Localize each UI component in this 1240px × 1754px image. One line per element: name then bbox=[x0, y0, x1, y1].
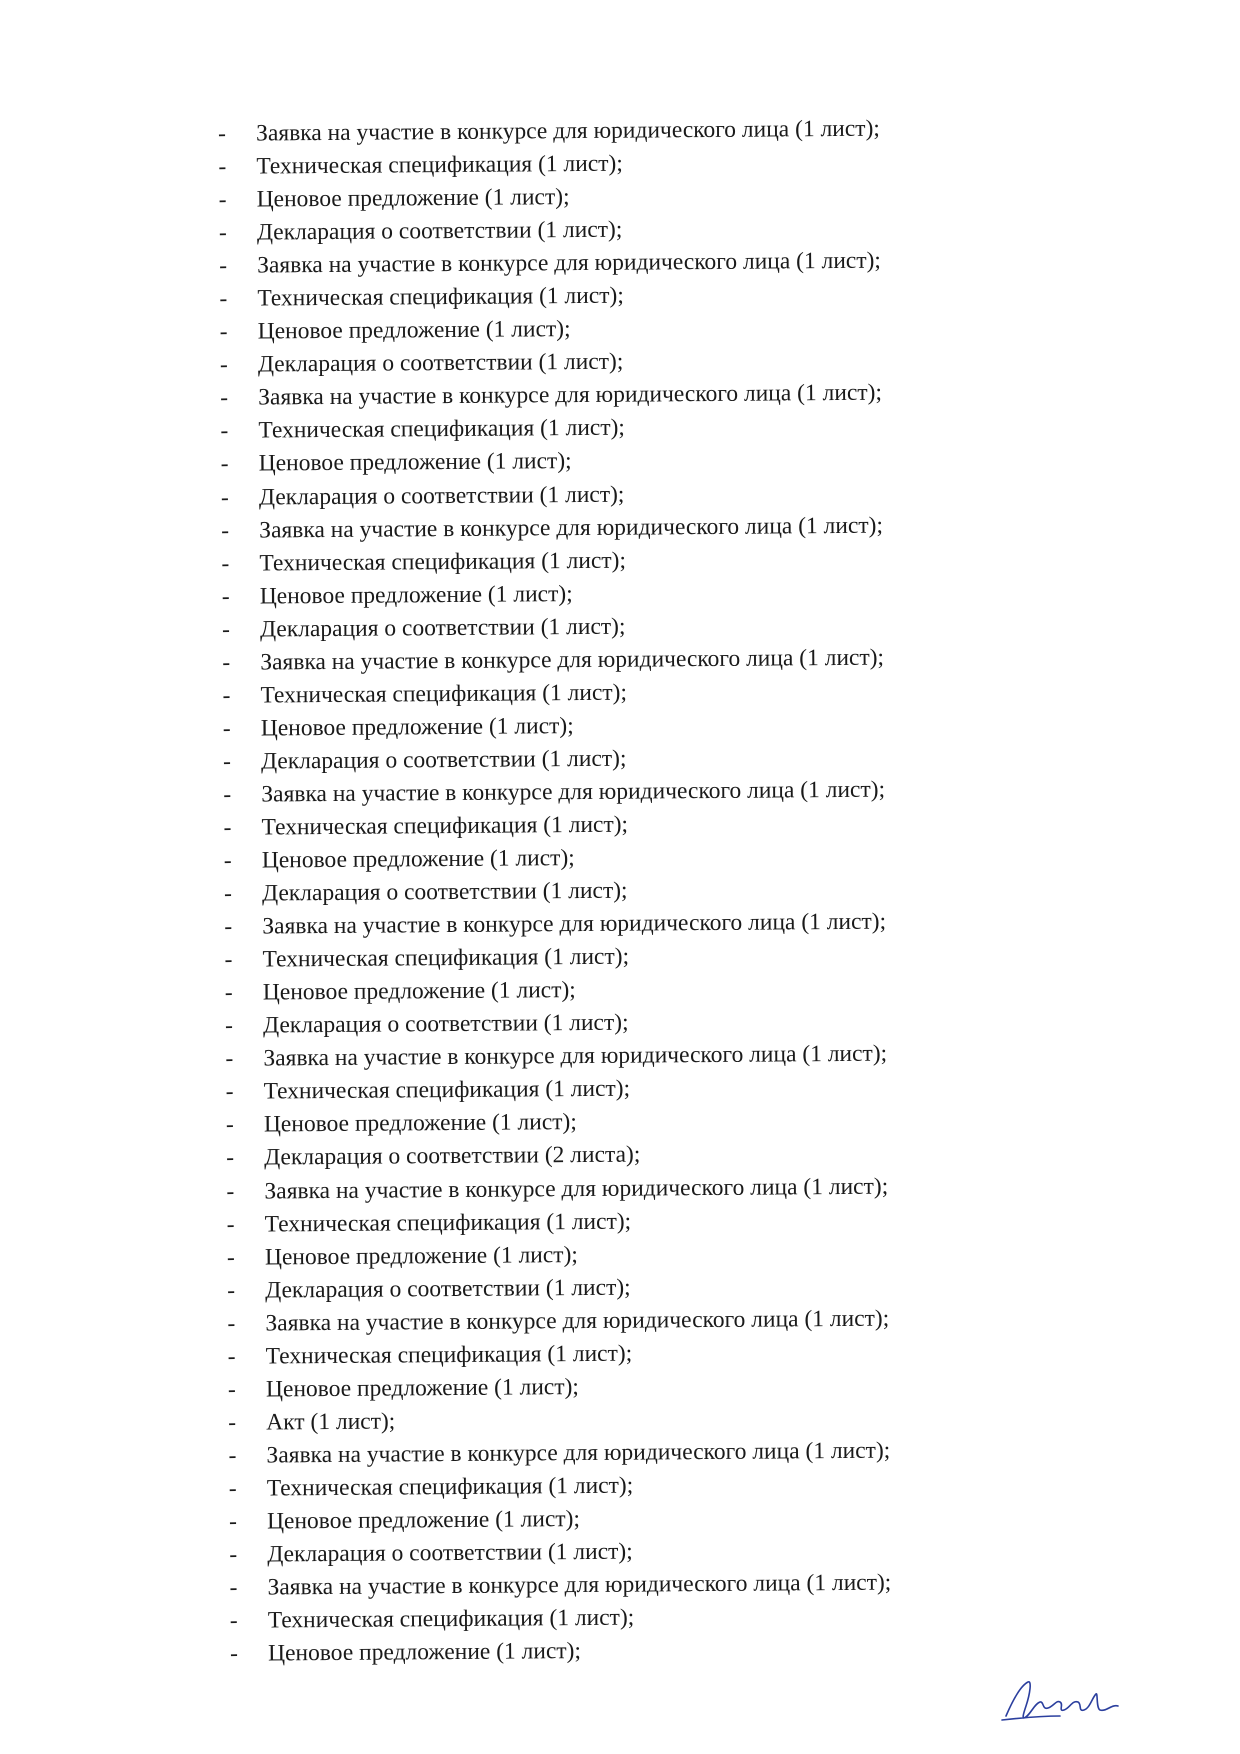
list-item-label: Декларация о соответствии (1 лист); bbox=[265, 1274, 631, 1304]
bullet-dash: - bbox=[228, 1442, 237, 1469]
bullet-dash: - bbox=[219, 319, 228, 346]
bullet-dash: - bbox=[227, 1376, 236, 1403]
list-item-label: Ценовое предложение (1 лист); bbox=[263, 1109, 577, 1138]
list-item-label: Заявка на участие в конкурсе для юридического лица (1 лист); bbox=[259, 512, 884, 544]
bullet-dash: - bbox=[225, 1046, 234, 1073]
bullet-dash: - bbox=[225, 1079, 234, 1106]
bullet-dash: - bbox=[227, 1277, 236, 1304]
list-item-label: Ценовое предложение (1 лист); bbox=[258, 448, 572, 477]
list-item-label: Техническая спецификация (1 лист); bbox=[265, 1340, 633, 1370]
bullet-dash: - bbox=[224, 913, 233, 940]
list-item-label: Декларация о соответствии (1 лист); bbox=[257, 348, 624, 378]
bullet-dash: - bbox=[218, 186, 227, 213]
list-item bbox=[208, 1631, 1108, 1671]
list-item-label: Ценовое предложение (1 лист); bbox=[264, 1241, 578, 1271]
bullet-dash: - bbox=[225, 1112, 234, 1139]
list-item-label: Заявка на участие в конкурсе для юридического лица (1 лист); bbox=[257, 247, 882, 279]
bullet-dash: - bbox=[220, 484, 229, 511]
list-item-label: Ценовое предложение (1 лист); bbox=[261, 845, 575, 874]
list-item-label: Заявка на участие в конкурсе для юридического лица (1 лист); bbox=[258, 379, 883, 411]
bullet-dash: - bbox=[226, 1244, 235, 1271]
list-item-label: Заявка на участие в конкурсе для юридического лица (1 лист); bbox=[265, 1305, 890, 1337]
bullet-dash: - bbox=[222, 682, 231, 709]
bullet-dash: - bbox=[222, 748, 231, 775]
bullet-dash: - bbox=[229, 1640, 238, 1667]
list-item-label: Техническая спецификация (1 лист); bbox=[262, 943, 630, 973]
list-item-label: Декларация о соответствии (1 лист); bbox=[260, 745, 627, 775]
bullet-dash: - bbox=[220, 418, 229, 445]
bullet-dash: - bbox=[221, 583, 230, 610]
bullet-dash: - bbox=[224, 979, 233, 1007]
list-item-label: Заявка на участие в конкурсе для юридического лица (1 лист); bbox=[262, 908, 887, 940]
list-item-label: Техническая спецификация (1 лист); bbox=[266, 1472, 634, 1502]
list-item-label: Ценовое предложение (1 лист); bbox=[256, 184, 570, 213]
list-item-label: Декларация о соответствии (1 лист); bbox=[261, 877, 628, 907]
list-item-label: Техническая спецификация (1 лист); bbox=[267, 1604, 635, 1634]
bullet-dash: - bbox=[218, 219, 227, 246]
list-item-label: Декларация о соответствии (1 лист); bbox=[263, 1009, 629, 1039]
bullet-dash: - bbox=[227, 1343, 236, 1370]
bullet-dash: - bbox=[228, 1409, 237, 1436]
bullet-dash: - bbox=[227, 1310, 236, 1337]
list-item-label: Техническая спецификация (1 лист); bbox=[256, 150, 623, 180]
bullet-dash: - bbox=[221, 616, 230, 643]
bullet-dash: - bbox=[221, 517, 230, 544]
bullet-dash: - bbox=[222, 715, 231, 742]
handwritten-signature-icon bbox=[1000, 1672, 1140, 1728]
bullet-dash: - bbox=[220, 451, 229, 478]
bullet-dash: - bbox=[219, 285, 228, 313]
list-item-label: Декларация о соответствии (1 лист); bbox=[258, 481, 625, 511]
list-item-label: Ценовое предложение (1 лист); bbox=[260, 712, 574, 742]
list-item-label: Акт (1 лист); bbox=[266, 1408, 396, 1436]
bullet-dash: - bbox=[229, 1574, 238, 1601]
bullet-dash: - bbox=[218, 120, 227, 147]
bullet-dash: - bbox=[226, 1145, 235, 1172]
bullet-dash: - bbox=[223, 880, 233, 907]
list-item-label: Техническая спецификация (1 лист); bbox=[260, 679, 628, 709]
bullet-dash: - bbox=[221, 550, 230, 577]
list-item-label: Декларация о соответствии (1 лист); bbox=[267, 1538, 633, 1568]
list-item-label: Заявка на участие в конкурсе для юридического лица (1 лист); bbox=[266, 1437, 891, 1469]
bullet-dash: - bbox=[229, 1607, 238, 1634]
list-item-label: Заявка на участие в конкурсе для юридического лица (1 лист); bbox=[264, 1173, 889, 1204]
list-item-label: Техническая спецификация (1 лист); bbox=[264, 1208, 632, 1238]
list-item-label: Заявка на участие в конкурсе для юридического лица (1 лист); bbox=[256, 115, 880, 147]
list-item-label: Заявка на участие в конкурсе для юридического лица (1 лист); bbox=[260, 644, 885, 676]
bullet-dash: - bbox=[219, 252, 228, 280]
list-item-label: Декларация о соответствии (1 лист); bbox=[256, 216, 623, 246]
list-item-label: Ценовое предложение (1 лист); bbox=[257, 316, 571, 345]
list-item-label: Техническая спецификация (1 лист); bbox=[263, 1075, 631, 1105]
list-item-label: Ценовое предложение (1 лист); bbox=[262, 977, 576, 1006]
list-item-label: Декларация о соответствии (1 лист); bbox=[259, 613, 626, 643]
list-item-label: Ценовое предложение (1 лист); bbox=[267, 1638, 582, 1667]
bullet-dash: - bbox=[228, 1508, 237, 1535]
bullet-dash: - bbox=[225, 1013, 234, 1040]
list-item-label: Техническая спецификация (1 лист); bbox=[258, 415, 626, 444]
bullet-dash: - bbox=[223, 847, 232, 874]
list-item-label: Заявка на участие в конкурсе для юридического лица (1 лист); bbox=[261, 776, 886, 808]
list-item-label: Ценовое предложение (1 лист); bbox=[259, 580, 573, 610]
bullet-dash: - bbox=[224, 946, 233, 973]
bullet-dash: - bbox=[220, 385, 229, 412]
attachment-list bbox=[196, 111, 1108, 1671]
bullet-dash: - bbox=[218, 153, 227, 180]
list-item-label: Заявка на участие в конкурсе для юридического лица (1 лист); bbox=[267, 1569, 892, 1601]
list-item-label: Техническая спецификация (1 лист); bbox=[257, 282, 624, 312]
bullet-dash: - bbox=[223, 781, 232, 808]
list-item-label: Ценовое предложение (1 лист); bbox=[265, 1373, 580, 1403]
bullet-dash: - bbox=[219, 352, 228, 379]
list-item-label: Техническая спецификация (1 лист); bbox=[259, 547, 627, 577]
bullet-dash: - bbox=[229, 1541, 238, 1568]
bullet-dash: - bbox=[223, 814, 232, 841]
list-item-label: Ценовое предложение (1 лист); bbox=[266, 1505, 581, 1535]
list-item-label: Декларация о соответствии (2 листа); bbox=[264, 1141, 641, 1171]
bullet-dash: - bbox=[226, 1211, 235, 1238]
bullet-dash: - bbox=[228, 1475, 237, 1502]
list-item-label: Заявка на участие в конкурсе для юридического лица (1 лист); bbox=[263, 1040, 888, 1072]
bullet-dash: - bbox=[222, 649, 231, 676]
list-item-label: Техническая спецификация (1 лист); bbox=[261, 811, 629, 841]
bullet-dash: - bbox=[226, 1178, 235, 1205]
